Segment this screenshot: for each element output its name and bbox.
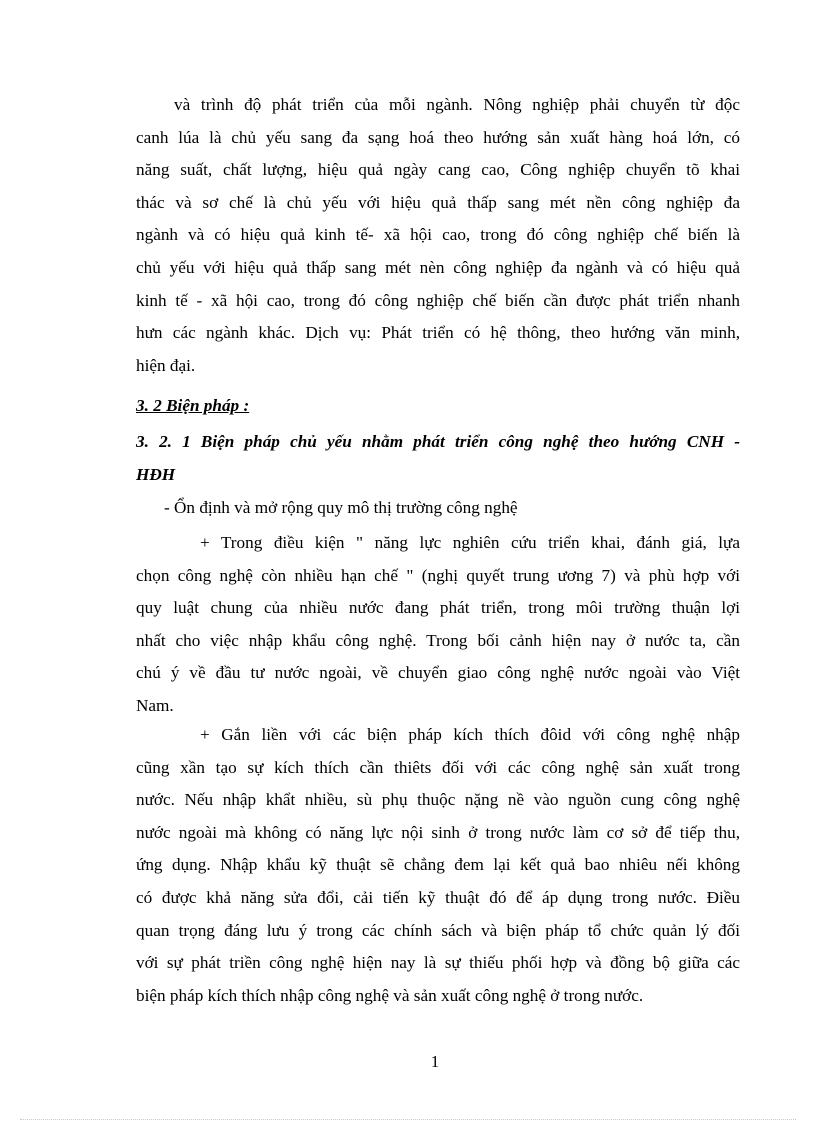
paragraph-line: + Gắn liền với các biện pháp kích thích đôid với công nghệ nhập — [200, 725, 740, 744]
paragraph-line: chú ý về đầu tư nước ngoài, về chuyển giao công nghệ nước ngoài vào Việt — [136, 663, 740, 683]
paragraph-line: chọn công nghệ còn nhiều hạn chế " (nghị quyết trung ương 7) và phù hợp với — [136, 565, 740, 585]
paragraph-line: canh lúa là chủ yếu sang đa sạng hoá theo hướng sản xuất hàng hoá lớn, có — [136, 127, 740, 147]
paragraph-line: biện pháp kích thích nhập công nghệ và sản xuất công nghệ ở trong nước. — [136, 985, 644, 1005]
paragraph-line: chủ yếu với hiệu quả thấp sang mét nèn công nghiệp đa ngành và có hiệu quả — [136, 257, 740, 277]
bullet-text: - Ổn định và mở rộng quy mô thị trường công nghệ — [164, 498, 518, 517]
paragraph-line: hưn các ngành khác. Dịch vụ: Phát triển có hệ thông, theo hướng văn minh, — [136, 323, 740, 343]
paragraph-line: thác và sơ chế là chủ yếu với hiệu quả thấp sang mét nền công nghiệp đa — [136, 192, 740, 212]
paragraph-line: hiện đại. — [136, 355, 196, 375]
paragraph-2 — [136, 527, 740, 723]
paragraph-1 — [136, 89, 740, 382]
paragraph-line: nước. Nếu nhập khẩt nhiều, sù phụ thuộc nặng nề vào nguồn cung công nghệ — [136, 790, 740, 810]
page-number: 1 — [430, 1052, 440, 1071]
paragraph-line: ứng dụng. Nhập khẩu kỹ thuật sẽ chẳng đem lại kết quả bao nhiêu nếi không — [136, 855, 740, 875]
subsection-heading-line: HĐH — [136, 464, 176, 484]
paragraph-line: quy luật chung của nhiều nước đang phát triển, trong môi trường thuận lợi — [136, 598, 740, 618]
paragraph-3 — [136, 719, 740, 1012]
paragraph-line: nước ngoài mà không có năng lực nội sinh ở trong nước làm cơ sở để tiếp thu, — [136, 822, 740, 842]
subsection-heading — [136, 426, 740, 491]
paragraph-line: cũng xần tạo sự kích thích cần thiêts đối với các công nghệ sản xuất trong — [136, 757, 740, 777]
bullet-point — [136, 492, 740, 525]
paragraph-line: năng suất, chất lượng, hiệu quả ngày cang cao, Công nghiệp chuyển tõ khai — [136, 160, 740, 180]
paragraph-line: Nam. — [136, 695, 174, 715]
paragraph-line: có được khả năng sửa đổi, cải tiến kỹ thuật đó để áp dụng trong nước. Điều — [136, 887, 740, 907]
paragraph-line: và trình độ phát triển của mỗi ngành. Nông nghiệp phải chuyển từ độc — [174, 95, 740, 114]
subsection-heading-line: 3. 2. 1 Biện pháp chủ yếu nhằm phát triển công nghệ theo hướng CNH - — [136, 432, 740, 451]
paragraph-line: quan trọng đáng lưu ý trong các chính sách và biện pháp tổ chức quản lý đối — [136, 920, 740, 940]
paragraph-line: nhất cho việc nhập khẩu công nghệ. Trong bối cảnh hiện nay ở nước ta, cần — [136, 630, 740, 650]
paragraph-line: với sự phát triền công nghệ hiện nay là sự thiếu phối hợp và đồng bộ giữa các — [136, 953, 740, 973]
section-heading-text: 3. 2 Biện pháp : — [136, 396, 250, 415]
section-heading — [136, 390, 740, 423]
page-bottom-divider — [20, 1119, 796, 1120]
paragraph-line: kinh tế - xã hội cao, trong đó công nghiệp chế biến cần được phát triển nhanh — [136, 290, 740, 310]
paragraph-line: + Trong điều kiện " năng lực nghiên cứu triển khai, đánh giá, lựa — [200, 533, 740, 552]
paragraph-line: ngành và có hiệu quả kinh tế- xã hội cao, trong đó công nghiệp chế biến là — [136, 225, 740, 245]
